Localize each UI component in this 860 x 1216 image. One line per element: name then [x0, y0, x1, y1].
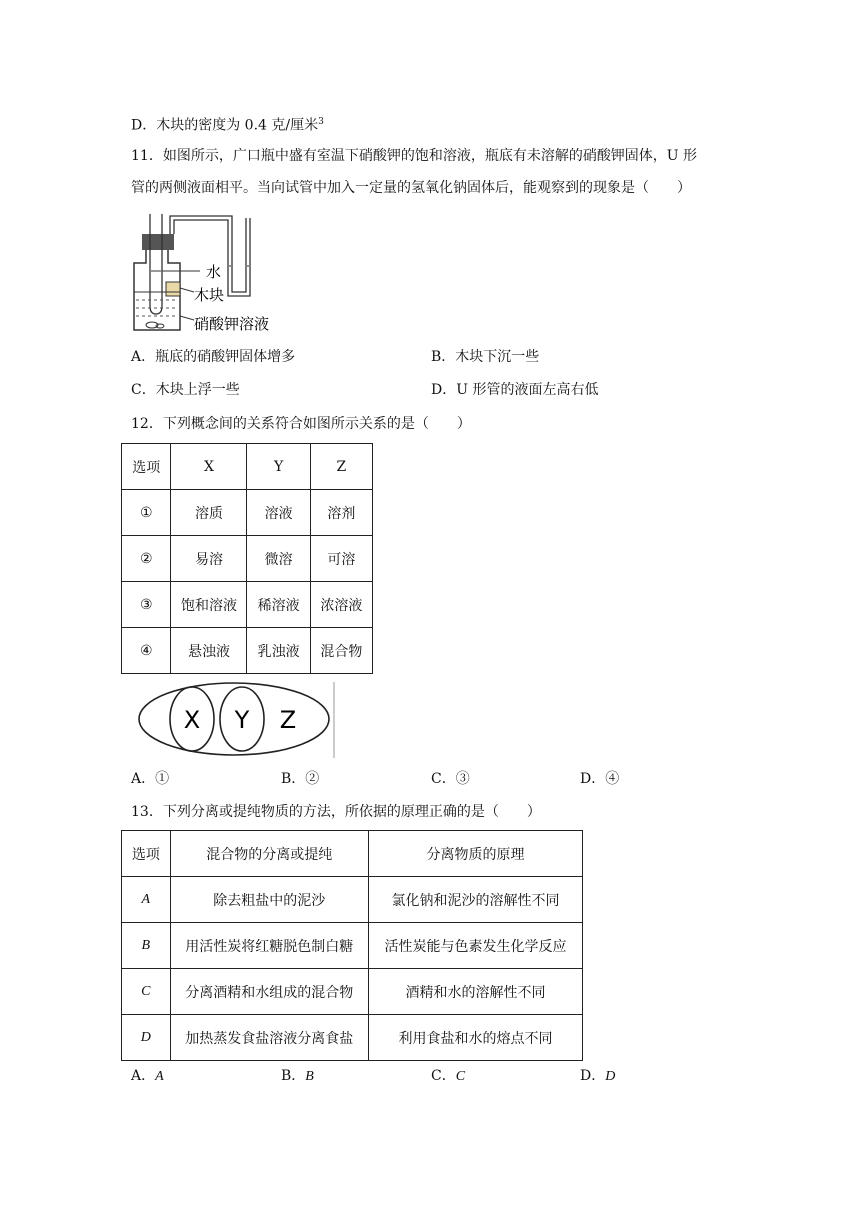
q12-header-cell: X — [171, 444, 247, 490]
q13-option-b-value: B — [305, 1069, 314, 1084]
q13-cell: 酒精和水的溶解性不同 — [368, 969, 582, 1015]
q12-venn-z: Z — [279, 706, 297, 734]
q12-cell: 易溶 — [171, 536, 247, 582]
q10-option-d-text: D．木块的密度为 0.4 克/厘米 — [131, 117, 319, 134]
q13-cell: A — [122, 877, 171, 923]
q12-header-cell: Z — [310, 444, 372, 490]
q13-option-d[interactable] — [580, 1066, 615, 1087]
q12-table-header — [122, 444, 373, 490]
q13-table-header — [122, 831, 583, 877]
q12-cell: 稀溶液 — [247, 582, 310, 628]
q12-venn-x: X — [183, 706, 201, 734]
q12-cell: 微溶 — [247, 536, 310, 582]
q12-cell: 乳浊液 — [247, 628, 310, 674]
q11-label-water: 水 — [206, 263, 222, 281]
q13-cell: 活性炭能与色素发生化学反应 — [368, 923, 582, 969]
q12-option-b[interactable]: B．② — [281, 771, 320, 787]
q13-cell: B — [122, 923, 171, 969]
q11-stem-line1: 11．如图所示，广口瓶中盛有室温下硝酸钾的饱和溶液，瓶底有未溶解的硝酸钾固体，U 形 — [131, 148, 698, 164]
q11-option-a[interactable]: A．瓶底的硝酸钾固体增多 — [131, 349, 296, 365]
q13-option-d-value: D — [605, 1069, 616, 1084]
q11-option-c[interactable]: C．木块上浮一些 — [131, 382, 240, 398]
q13-table-row — [122, 923, 583, 969]
q13-cell: C — [122, 969, 171, 1015]
q11-label-solution: 硝酸钾溶液 — [194, 315, 270, 333]
q11-option-d[interactable]: D．U 形管的液面左高右低 — [431, 382, 599, 398]
q12-table — [121, 443, 373, 674]
q12-option-d[interactable]: D．④ — [580, 771, 620, 787]
q12-header-cell: Y — [247, 444, 310, 490]
q11-stem-line2: 管的两侧液面相平。当向试管中加入一定量的氢氧化钠固体后，能观察到的现象是（ ） — [131, 180, 691, 196]
q13-option-c-label: C． — [431, 1068, 456, 1084]
q13-cell: 加热蒸发食盐溶液分离食盐 — [170, 1015, 368, 1061]
q11-label-wood: 木块 — [194, 286, 225, 304]
q12-cell: 溶质 — [171, 490, 247, 536]
q12-cell: ① — [122, 490, 171, 536]
q13-header-cell: 分离物质的原理 — [368, 831, 582, 877]
q12-cell: ③ — [122, 582, 171, 628]
q13-cell: 利用食盐和水的熔点不同 — [368, 1015, 582, 1061]
q13-table-row — [122, 877, 583, 923]
q12-venn-diagram — [136, 678, 342, 762]
q13-header-cell: 选项 — [122, 831, 171, 877]
q12-cell: 混合物 — [310, 628, 372, 674]
q10-option-d-superscript: 3 — [318, 117, 324, 127]
q13-option-a[interactable] — [131, 1066, 164, 1087]
q12-table-row — [122, 490, 373, 536]
q12-venn-y: Y — [234, 706, 250, 734]
q12-cell: ④ — [122, 628, 171, 674]
q13-table-row — [122, 969, 583, 1015]
q13-cell: 除去粗盐中的泥沙 — [170, 877, 368, 923]
q13-option-c-value: C — [455, 1069, 466, 1084]
q13-cell: D — [122, 1015, 171, 1061]
q12-cell: 饱和溶液 — [171, 582, 247, 628]
q13-cell: 氯化钠和泥沙的溶解性不同 — [368, 877, 582, 923]
q12-table-row — [122, 582, 373, 628]
q12-stem: 12．下列概念间的关系符合如图所示关系的是（ ） — [131, 416, 471, 432]
q13-table-row — [122, 1015, 583, 1061]
q13-cell: 分离酒精和水组成的混合物 — [170, 969, 368, 1015]
q12-cell: 浓溶液 — [310, 582, 372, 628]
q12-table-row — [122, 628, 373, 674]
q13-option-a-label: A． — [131, 1068, 156, 1084]
q13-stem: 13．下列分离或提纯物质的方法，所依据的原理正确的是（ ） — [131, 804, 541, 820]
q12-cell: 可溶 — [310, 536, 372, 582]
q13-table — [121, 830, 583, 1061]
q12-cell: ② — [122, 536, 171, 582]
q13-header-cell: 混合物的分离或提纯 — [170, 831, 368, 877]
q10-option-d — [131, 112, 324, 136]
q11-option-b[interactable]: B．木块下沉一些 — [431, 349, 540, 365]
q13-cell: 用活性炭将红糖脱色制白糖 — [170, 923, 368, 969]
q13-option-a-value: A — [155, 1069, 164, 1084]
q13-option-b[interactable] — [281, 1066, 314, 1087]
q12-header-cell: 选项 — [122, 444, 171, 490]
q11-apparatus-figure — [128, 208, 288, 338]
q13-option-d-label: D． — [580, 1068, 606, 1084]
q13-option-c[interactable] — [431, 1066, 465, 1087]
q12-option-c[interactable]: C．③ — [431, 771, 470, 787]
q12-table-row — [122, 536, 373, 582]
q12-cell: 悬浊液 — [171, 628, 247, 674]
q12-cell: 溶液 — [247, 490, 310, 536]
q12-option-a[interactable]: A．① — [131, 771, 170, 787]
q13-option-b-label: B． — [281, 1068, 306, 1084]
q12-cell: 溶剂 — [310, 490, 372, 536]
